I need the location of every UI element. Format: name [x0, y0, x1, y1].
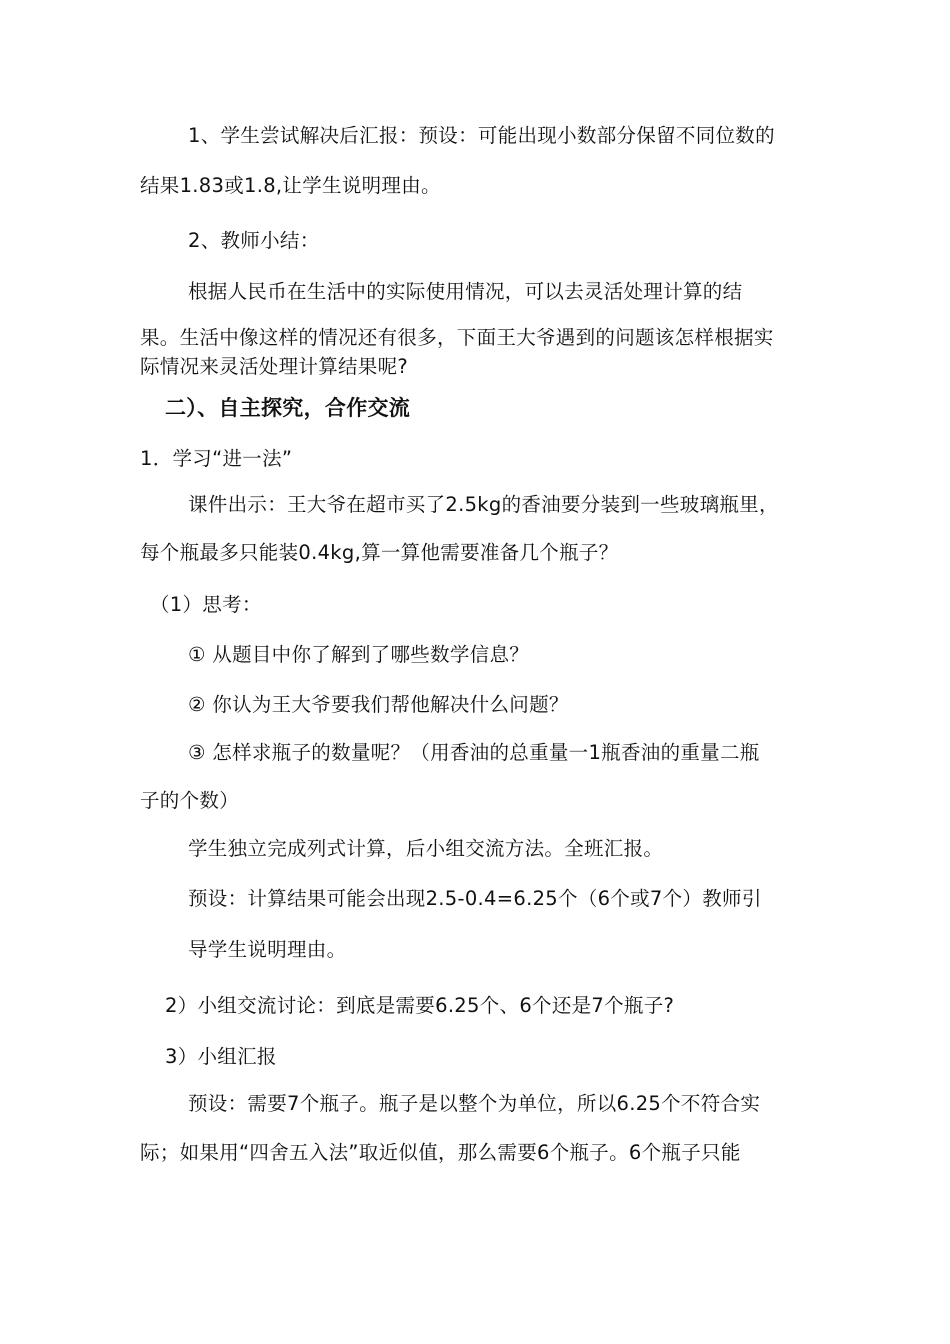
paragraph-line-2: 结果1.83或1.8,让学生说明理由。: [140, 174, 441, 197]
paragraph-line-22: 际；如果用“四舍五入法”取近似值，那么需要6个瓶子。6个瓶子只能: [140, 1141, 741, 1164]
paragraph-line-6: 际情况来灵活处理计算结果呢?: [140, 355, 409, 378]
paragraph-line-11: （1）思考：: [150, 593, 262, 616]
paragraph-line-20: 3）小组汇报: [165, 1045, 277, 1068]
paragraph-line-21: 预设：需要7个瓶子。瓶子是以整个为单位，所以6.25个不符合实: [188, 1092, 761, 1115]
paragraph-line-19: 2）小组交流讨论：到底是需要6.25个、6个还是7个瓶子?: [165, 994, 675, 1017]
paragraph-line-13: ② 你认为王大爷要我们帮他解决什么问题？: [188, 693, 569, 716]
paragraph-line-16: 学生独立完成列式计算，后小组交流方法。全班汇报。: [188, 837, 664, 860]
paragraph-line-15: 子的个数）: [140, 789, 240, 812]
paragraph-line-17: 预设：计算结果可能会出现2.5-0.4=6.25个（6个或7个）教师引: [188, 887, 762, 910]
paragraph-line-18: 导学生说明理由。: [188, 938, 347, 961]
paragraph-line-12: ① 从题目中你了解到了哪些数学信息？: [188, 643, 530, 666]
paragraph-line-14: ③ 怎样求瓶子的数量呢？（用香油的总重量一1瓶香油的重量二瓶: [188, 741, 760, 764]
section-heading: 二）、自主探究，合作交流: [165, 396, 411, 420]
paragraph-line-3: 2、教师小结：: [188, 229, 320, 252]
paragraph-line-1: 1、学生尝试解决后汇报：预设：可能出现小数部分保留不同位数的: [188, 124, 775, 147]
paragraph-line-9: 课件出示：王大爷在超市买了2.5kg的香油要分装到一些玻璃瓶里，: [188, 493, 779, 516]
paragraph-line-4: 根据人民币在生活中的实际使用情况，可以去灵活处理计算的结: [188, 280, 743, 303]
paragraph-line-5: 果。生活中像这样的情况还有很多，下面王大爷遇到的问题该怎样根据实: [140, 326, 774, 349]
paragraph-line-10: 每个瓶最多只能装0.4kg,算一算他需要准备几个瓶子？: [140, 541, 619, 564]
subsection-heading: 1．学习“进一法”: [140, 447, 293, 470]
